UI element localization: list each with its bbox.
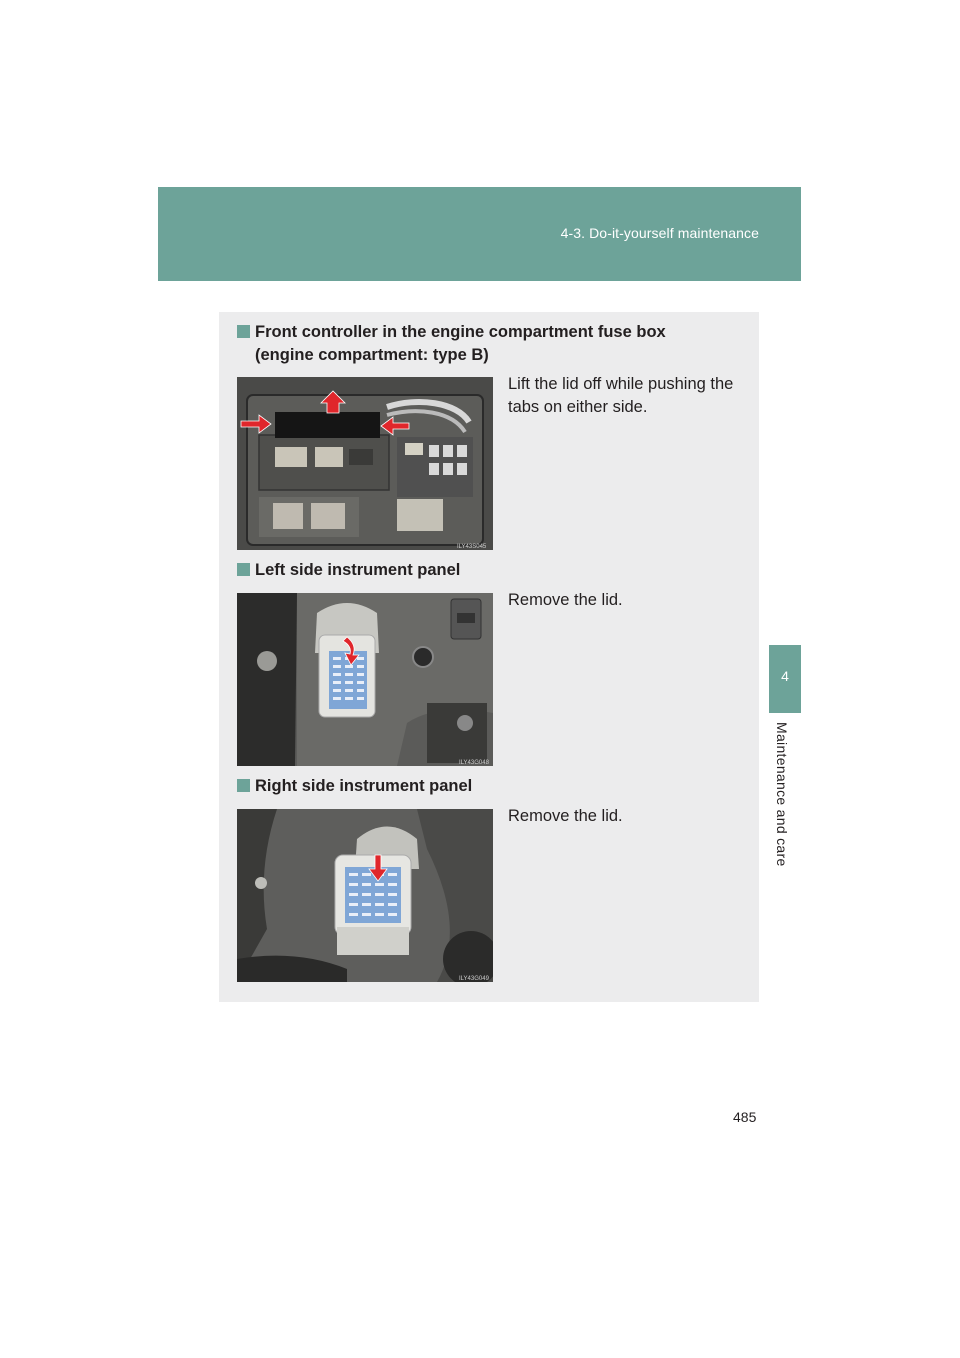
page-number: 485 (733, 1109, 757, 1125)
image-code: ILY43G048 (459, 760, 489, 766)
heading-line-1: Front controller in the engine compartment fuse box (255, 323, 666, 341)
section-heading-right-panel (237, 775, 472, 798)
left-panel-fuse-box-photo (237, 593, 493, 766)
image-code: ILY43S045 (457, 544, 487, 550)
chapter-header-bar (158, 187, 801, 281)
section-heading-front-controller (237, 321, 666, 367)
chapter-tab (769, 645, 801, 713)
bullet-square-icon (237, 563, 250, 576)
bullet-square-icon (237, 779, 250, 792)
section-title: 4-3. Do-it-yourself maintenance (560, 225, 759, 241)
engine-fuse-box-photo (237, 377, 493, 550)
image-code: ILY43G049 (459, 976, 489, 982)
bullet-square-icon (237, 325, 250, 338)
description-left-panel: Remove the lid. (508, 591, 623, 609)
heading-line-1: Right side instrument panel (255, 777, 473, 795)
content-panel (219, 312, 759, 1002)
chapter-number: 4 (781, 668, 789, 684)
description-front-controller: Lift the lid off while pushing the tabs on either side. (508, 375, 734, 416)
right-panel-fuse-box-photo (237, 809, 493, 982)
description-right-panel: Remove the lid. (508, 807, 623, 825)
heading-line-2: (engine compartment: type B) (255, 346, 489, 364)
section-heading-left-panel (237, 559, 460, 582)
chapter-label: Maintenance and care (774, 722, 790, 867)
heading-line-1: Left side instrument panel (255, 561, 461, 579)
